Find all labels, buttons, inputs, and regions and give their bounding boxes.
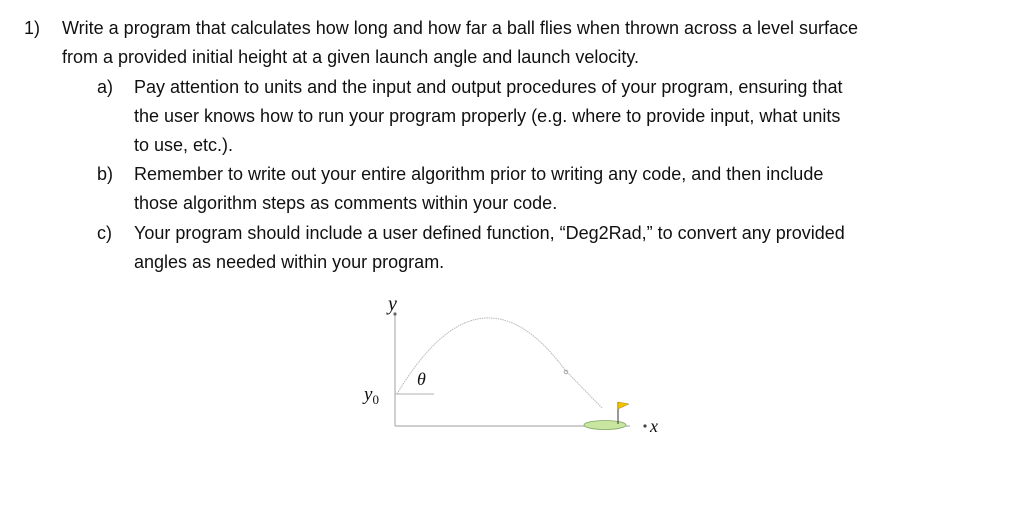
y-axis-label: y bbox=[388, 293, 397, 315]
trajectory-figure bbox=[330, 290, 690, 450]
initial-height-label bbox=[362, 384, 379, 407]
golf-flag-icon bbox=[618, 402, 629, 409]
angle-label: θ bbox=[417, 369, 426, 389]
part-a-line-3: to use, etc.). bbox=[134, 135, 234, 155]
golf-green-icon bbox=[584, 421, 626, 430]
initial-height-label-main: y bbox=[364, 384, 373, 405]
x-axis-arrowhead bbox=[643, 424, 646, 427]
part-c-line-1: Your program should include a user defined function, “Deg2Rad,” to convert any provided bbox=[134, 223, 845, 243]
x-axis-label: x bbox=[650, 416, 658, 436]
part-b-line-2: those algorithm steps as comments within your code. bbox=[134, 193, 558, 213]
problem-number: 1) bbox=[24, 18, 41, 38]
part-b-line-1: Remember to write out your entire algorithm prior to writing any code, and then include bbox=[134, 164, 824, 184]
part-c-marker: c) bbox=[97, 223, 112, 243]
part-c-line-2: angles as needed within your program. bbox=[134, 252, 445, 272]
part-a-line-2: the user knows how to run your program properly (e.g. where to provide input, what units bbox=[134, 106, 841, 126]
part-b-marker: b) bbox=[97, 164, 114, 184]
stem-line-1: Write a program that calculates how long and how far a ball flies when thrown across a level surface bbox=[62, 18, 859, 38]
part-a-line-1: Pay attention to units and the input and output procedures of your program, ensuring that bbox=[134, 77, 843, 97]
part-a-marker: a) bbox=[97, 77, 114, 97]
stem-line-2: from a provided initial height at a given launch angle and launch velocity. bbox=[62, 47, 640, 67]
initial-height-label-subscript: 0 bbox=[372, 392, 379, 407]
